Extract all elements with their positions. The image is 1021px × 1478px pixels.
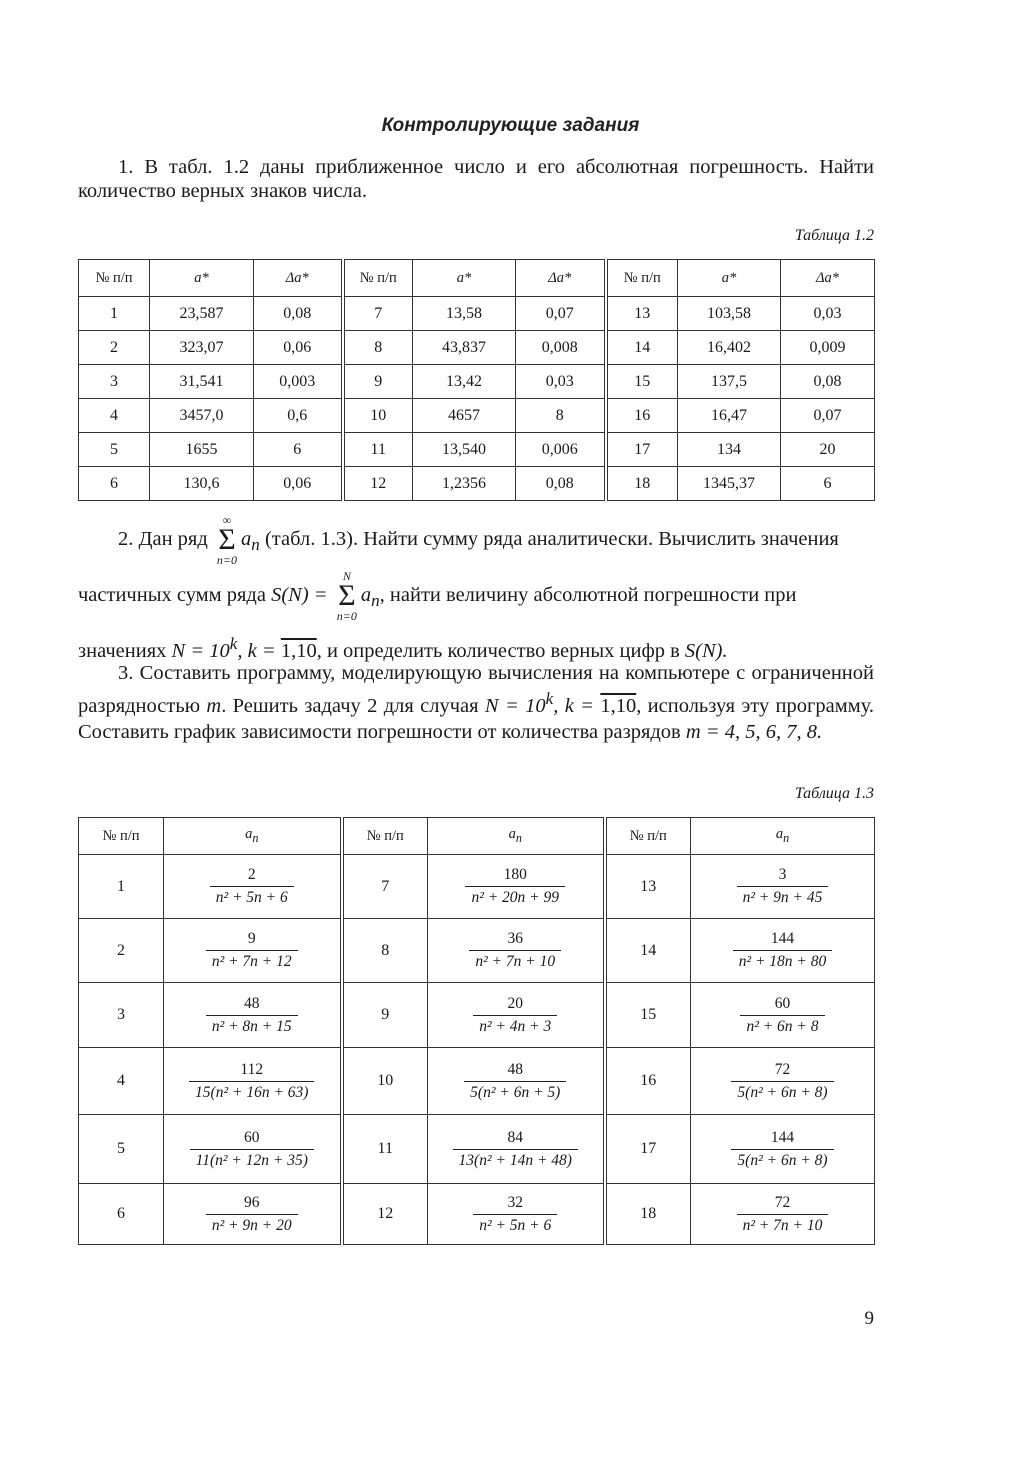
denominator: n² + 7n + 12 bbox=[211, 953, 292, 970]
row-number-cell: 1 bbox=[79, 855, 164, 919]
formula-cell bbox=[164, 1184, 342, 1245]
denominator: n² + 9n + 20 bbox=[211, 1216, 292, 1234]
fraction bbox=[206, 1194, 298, 1235]
table-cell: 10 bbox=[343, 399, 413, 433]
denominator: n² + 7n + 10 bbox=[475, 953, 556, 970]
formula-cell bbox=[691, 919, 875, 983]
row-number-cell: 16 bbox=[605, 1048, 691, 1115]
formula-cell bbox=[164, 919, 342, 983]
an-subscript: n bbox=[252, 830, 259, 845]
table-1-2-header-cell: № п/п bbox=[606, 260, 678, 297]
numerator: 60 bbox=[190, 1129, 314, 1150]
table-1-3 bbox=[78, 817, 875, 1245]
table-row bbox=[79, 297, 875, 331]
numerator: 32 bbox=[473, 1194, 557, 1215]
denominator: n² + 9n + 45 bbox=[742, 889, 823, 906]
table-cell: 0,06 bbox=[254, 331, 343, 365]
table-cell: 130,6 bbox=[150, 467, 254, 501]
table-cell: 17 bbox=[606, 433, 678, 467]
task-3-k-sup: k bbox=[545, 689, 554, 708]
table-row bbox=[79, 855, 875, 919]
row-number-cell: 2 bbox=[79, 919, 164, 983]
sum-lower: n=0 bbox=[216, 553, 238, 568]
row-number-cell: 3 bbox=[79, 983, 164, 1048]
row-number-cell: 7 bbox=[342, 855, 428, 919]
numerator: 48 bbox=[206, 995, 298, 1016]
numerator: 96 bbox=[206, 1194, 298, 1215]
an-letter: a bbox=[775, 826, 784, 843]
table-cell: 8 bbox=[343, 331, 413, 365]
table-1-2-header-cell: Δa* bbox=[516, 260, 606, 297]
denominator: 5(n² + 6n + 5) bbox=[470, 1083, 561, 1101]
denominator: 15(n² + 16n + 63) bbox=[195, 1083, 309, 1101]
table-cell: 134 bbox=[678, 433, 781, 467]
table-cell: 15 bbox=[606, 365, 678, 399]
formula-cell bbox=[691, 983, 875, 1048]
numerator: 60 bbox=[740, 995, 824, 1016]
numerator: 3 bbox=[737, 866, 829, 887]
table-cell: 12 bbox=[343, 467, 413, 501]
row-number-cell: 6 bbox=[79, 1184, 164, 1245]
row-number-cell: 5 bbox=[79, 1115, 164, 1184]
fraction bbox=[740, 995, 824, 1036]
table-1-3-header-cell: № п/п bbox=[342, 818, 428, 855]
table-row bbox=[79, 1115, 875, 1184]
denominator: n² + 6n + 8 bbox=[746, 1017, 819, 1035]
table-cell: 6 bbox=[254, 433, 343, 467]
table-cell: 1,2356 bbox=[413, 467, 516, 501]
row-number-cell: 8 bbox=[342, 919, 428, 983]
table-cell: 16 bbox=[606, 399, 678, 433]
fraction bbox=[189, 1061, 314, 1102]
sum2-upper: N bbox=[342, 569, 351, 584]
table-cell: 4657 bbox=[413, 399, 516, 433]
table-cell: 0,07 bbox=[781, 399, 875, 433]
task-3-start: 3. Составить программу, моделирующую вычисления на компьютере с ограниченной разрядностью bbox=[78, 662, 874, 717]
term-sub-2: n bbox=[371, 591, 380, 611]
table-cell: 43,837 bbox=[413, 331, 516, 365]
denominator: 5(n² + 6n + 8) bbox=[737, 1083, 828, 1101]
table-cell: 137,5 bbox=[678, 365, 781, 399]
task-2-line-3 bbox=[78, 632, 874, 663]
sum2-lower: n=0 bbox=[336, 609, 357, 624]
numerator: 20 bbox=[473, 995, 557, 1016]
table-cell: 103,58 bbox=[678, 297, 781, 331]
formula-cell bbox=[164, 983, 342, 1048]
table-1-3-caption: Таблица 1.3 bbox=[794, 785, 874, 802]
table-cell: 0,06 bbox=[254, 467, 343, 501]
table-cell: 3457,0 bbox=[150, 399, 254, 433]
fraction bbox=[731, 1061, 833, 1102]
table-1-2-header-cell: № п/п bbox=[343, 260, 413, 297]
row-number-cell: 12 bbox=[342, 1184, 428, 1245]
table-cell: 1 bbox=[79, 297, 150, 331]
table-cell: 5 bbox=[79, 433, 150, 467]
formula-cell bbox=[428, 1048, 605, 1115]
formula-cell bbox=[428, 919, 605, 983]
table-cell: 0,08 bbox=[254, 297, 343, 331]
table-1-2-header-cell: Δa* bbox=[254, 260, 343, 297]
formula-cell bbox=[428, 1184, 605, 1245]
table-cell: 16,47 bbox=[678, 399, 781, 433]
task-2-line-2 bbox=[78, 570, 874, 626]
table-cell: 323,07 bbox=[150, 331, 254, 365]
table-cell: 13,42 bbox=[413, 365, 516, 399]
numerator: 72 bbox=[731, 1061, 833, 1082]
task-2-line-3-end: , и определить количество верных цифр в bbox=[316, 639, 680, 662]
partial-sum-end: S(N). bbox=[684, 639, 728, 662]
page-number: 9 bbox=[864, 1308, 874, 1329]
numerator: 144 bbox=[731, 1129, 833, 1150]
task-3-end: , используя эту программу. Составить график зависимости погрешности от количества разрядов bbox=[78, 694, 875, 743]
fraction bbox=[453, 1129, 578, 1170]
fraction bbox=[465, 866, 565, 907]
row-number-cell: 15 bbox=[605, 983, 691, 1048]
table-row bbox=[79, 919, 875, 983]
table-row bbox=[79, 399, 875, 433]
table-cell: 8 bbox=[516, 399, 606, 433]
numerator: 72 bbox=[737, 1194, 829, 1215]
denominator: 11(n² + 12n + 35) bbox=[195, 1151, 308, 1169]
table-cell: 13,540 bbox=[413, 433, 516, 467]
fraction bbox=[737, 866, 829, 907]
term-sub: n bbox=[251, 535, 260, 555]
table-1-3-header-cell: № п/п bbox=[605, 818, 691, 855]
table-cell: 0,03 bbox=[516, 365, 606, 399]
table-row bbox=[79, 331, 875, 365]
fraction bbox=[190, 1129, 314, 1170]
denominator: n² + 20n + 99 bbox=[471, 889, 560, 906]
table-row bbox=[79, 365, 875, 399]
table-1-2-header-cell: a* bbox=[150, 260, 254, 297]
k-superscript: k bbox=[229, 634, 238, 653]
table-1-2-caption: Таблица 1.2 bbox=[794, 227, 874, 244]
section-heading: Контролирующие задания bbox=[381, 115, 640, 136]
task-1-text: 1. В табл. 1.2 даны приближенное число и его абсолютная погрешность. Найти количество верных знаков числа. bbox=[78, 156, 874, 202]
formula-cell bbox=[164, 1048, 342, 1115]
m-variable: m bbox=[206, 694, 222, 717]
partial-sum-symbol: S(N) = bbox=[271, 584, 328, 606]
formula-cell bbox=[164, 1115, 342, 1184]
table-cell: 3 bbox=[79, 365, 150, 399]
table-1-2-header-cell: a* bbox=[678, 260, 781, 297]
task-3-n-equals: N = 10 bbox=[484, 694, 546, 717]
row-number-cell: 13 bbox=[605, 855, 691, 919]
table-cell: 0,08 bbox=[516, 467, 606, 501]
table-cell: 6 bbox=[79, 467, 150, 501]
table-cell: 23,587 bbox=[150, 297, 254, 331]
table-cell: 18 bbox=[606, 467, 678, 501]
denominator: n² + 5n + 6 bbox=[479, 1216, 552, 1234]
table-cell: 6 bbox=[781, 467, 875, 501]
an-letter: a bbox=[245, 826, 253, 843]
row-number-cell: 9 bbox=[342, 983, 428, 1048]
numerator: 144 bbox=[733, 930, 833, 951]
formula-cell bbox=[428, 1115, 605, 1184]
table-cell: 14 bbox=[606, 331, 678, 365]
fraction bbox=[469, 930, 561, 971]
term-a-2: a bbox=[360, 584, 372, 606]
row-number-cell: 10 bbox=[342, 1048, 428, 1115]
task-3-mid: . Решить задачу 2 для случая bbox=[221, 694, 479, 717]
k-equals: , k = bbox=[237, 639, 276, 662]
table-cell: 0,07 bbox=[516, 297, 606, 331]
fraction bbox=[733, 930, 833, 971]
table-cell: 11 bbox=[343, 433, 413, 467]
fraction bbox=[473, 995, 557, 1036]
task-2-start: 2. Дан ряд bbox=[118, 528, 208, 550]
formula-cell bbox=[428, 855, 605, 919]
numerator: 48 bbox=[464, 1061, 566, 1082]
denominator: 13(n² + 14n + 48) bbox=[458, 1151, 572, 1169]
table-cell: 20 bbox=[781, 433, 875, 467]
fraction bbox=[206, 995, 298, 1036]
sum-symbol-2: N Σ n=0 bbox=[336, 569, 357, 624]
denominator: n² + 5n + 6 bbox=[215, 889, 288, 906]
table-cell: 0,03 bbox=[781, 297, 875, 331]
formula-cell bbox=[428, 983, 605, 1048]
row-number-cell: 18 bbox=[605, 1184, 691, 1245]
table-cell: 4 bbox=[79, 399, 150, 433]
an-letter: a bbox=[508, 826, 516, 843]
table-row bbox=[79, 1048, 875, 1115]
table-row bbox=[79, 433, 875, 467]
task-2-line-1-end: (табл. 1.3). Найти сумму ряда аналитически. Вычислить значения bbox=[264, 528, 839, 550]
formula-cell bbox=[691, 1048, 875, 1115]
table-1-2 bbox=[78, 259, 875, 501]
table-cell: 9 bbox=[343, 365, 413, 399]
formula-cell bbox=[164, 855, 342, 919]
table-cell: 7 bbox=[343, 297, 413, 331]
table-1-3-header-an bbox=[164, 818, 342, 855]
formula-cell bbox=[691, 1184, 875, 1245]
fraction bbox=[210, 866, 294, 907]
table-row bbox=[79, 467, 875, 501]
table-cell: 0,008 bbox=[516, 331, 606, 365]
task-3-k-range: 1,10 bbox=[600, 694, 637, 717]
task-2-line-3-start: значениях bbox=[78, 639, 167, 662]
numerator: 84 bbox=[453, 1129, 578, 1150]
an-subscript: n bbox=[515, 830, 522, 845]
table-cell: 0,009 bbox=[781, 331, 875, 365]
fraction bbox=[731, 1129, 833, 1170]
table-cell: 16,402 bbox=[678, 331, 781, 365]
n-equals: N = 10 bbox=[171, 639, 230, 662]
sum-upper: ∞ bbox=[222, 513, 232, 528]
table-1-3-header-an bbox=[428, 818, 605, 855]
table-cell: 0,003 bbox=[254, 365, 343, 399]
denominator: 5(n² + 6n + 8) bbox=[737, 1151, 828, 1169]
table-1-2-header-cell: Δa* bbox=[781, 260, 875, 297]
task-2-line-2-start: частичных сумм ряда bbox=[78, 584, 266, 606]
fraction bbox=[737, 1194, 829, 1235]
sum-symbol: ∞ Σ n=0 bbox=[216, 513, 238, 568]
numerator: 2 bbox=[210, 866, 294, 887]
table-cell: 2 bbox=[79, 331, 150, 365]
table-cell: 31,541 bbox=[150, 365, 254, 399]
k-range: 1,10 bbox=[280, 639, 317, 662]
denominator: n² + 7n + 10 bbox=[742, 1216, 823, 1234]
table-1-2-header-cell: a* bbox=[413, 260, 516, 297]
table-cell: 0,6 bbox=[254, 399, 343, 433]
numerator: 9 bbox=[206, 930, 298, 951]
denominator: n² + 8n + 15 bbox=[211, 1017, 292, 1035]
task-2-line-1 bbox=[78, 514, 874, 570]
formula-cell bbox=[691, 855, 875, 919]
table-cell: 0,006 bbox=[516, 433, 606, 467]
table-1-3-header-row bbox=[79, 818, 875, 855]
numerator: 180 bbox=[465, 866, 565, 887]
numerator: 112 bbox=[189, 1061, 314, 1082]
table-cell: 13,58 bbox=[413, 297, 516, 331]
table-cell: 0,08 bbox=[781, 365, 875, 399]
table-row bbox=[79, 1184, 875, 1245]
fraction bbox=[206, 930, 298, 971]
formula-cell bbox=[691, 1115, 875, 1184]
term-a: a bbox=[241, 528, 252, 550]
row-number-cell: 14 bbox=[605, 919, 691, 983]
fraction bbox=[473, 1194, 557, 1235]
table-1-3-header-an bbox=[691, 818, 875, 855]
table-1-2-header-row bbox=[79, 260, 875, 297]
table-cell: 13 bbox=[606, 297, 678, 331]
denominator: n² + 4n + 3 bbox=[479, 1017, 552, 1035]
m-values: m = 4, 5, 6, 7, 8. bbox=[685, 720, 823, 743]
table-row bbox=[79, 983, 875, 1048]
table-1-3-header-cell: № п/п bbox=[79, 818, 164, 855]
denominator: n² + 18n + 80 bbox=[738, 953, 827, 970]
table-cell: 1655 bbox=[150, 433, 254, 467]
an-subscript: n bbox=[783, 830, 790, 845]
row-number-cell: 17 bbox=[605, 1115, 691, 1184]
task-2-line-2-end: , найти величину абсолютной погрешности при bbox=[379, 584, 797, 606]
numerator: 36 bbox=[469, 930, 561, 951]
row-number-cell: 11 bbox=[342, 1115, 428, 1184]
task-3-k-equals: , k = bbox=[553, 694, 594, 717]
row-number-cell: 4 bbox=[79, 1048, 164, 1115]
task-3-text bbox=[78, 660, 874, 745]
table-1-2-header-cell: № п/п bbox=[79, 260, 150, 297]
fraction bbox=[464, 1061, 566, 1102]
table-cell: 1345,37 bbox=[678, 467, 781, 501]
